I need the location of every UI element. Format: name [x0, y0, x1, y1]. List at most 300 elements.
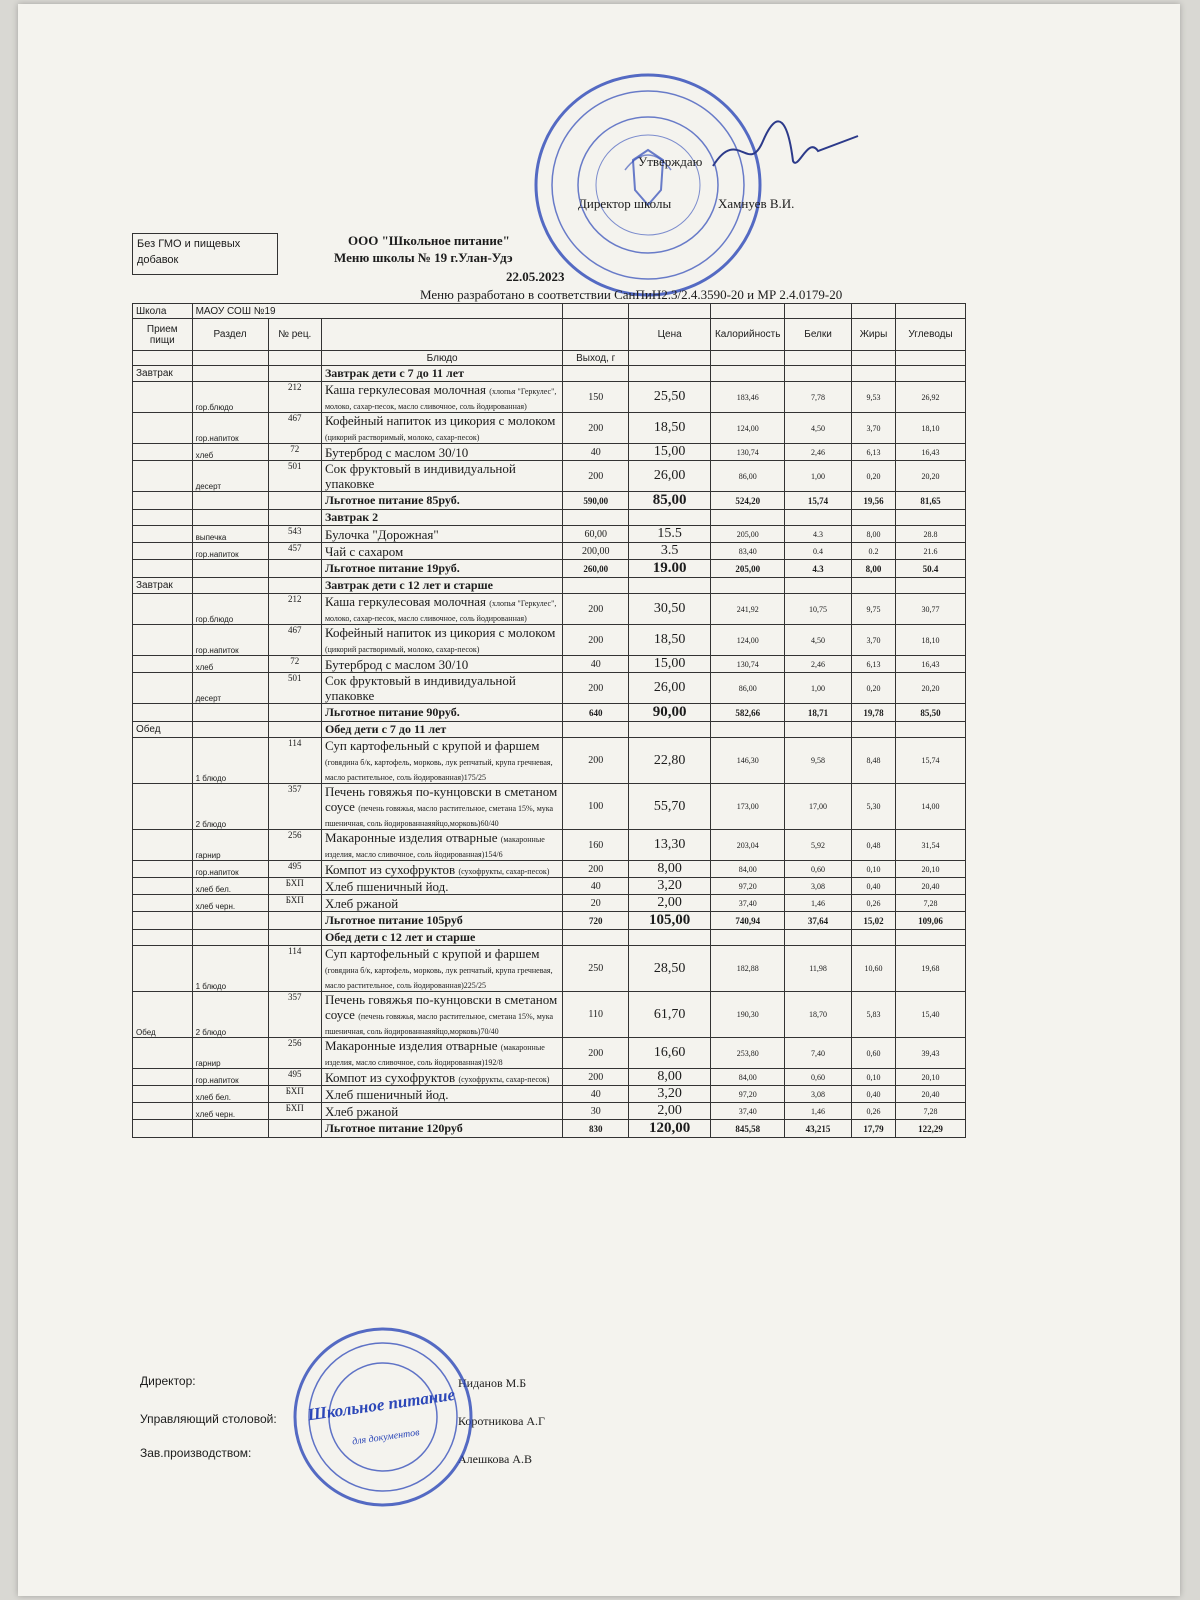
fats-cell: 3,70	[851, 625, 895, 656]
calories-cell: 86,00	[711, 673, 785, 704]
carbs-cell: 20,20	[896, 461, 966, 492]
menu-item-row	[133, 444, 966, 461]
price-cell: 8,00	[629, 861, 711, 878]
recipe-cell: 357	[268, 784, 321, 830]
section-row	[133, 578, 966, 594]
menu-item-row	[133, 625, 966, 656]
dish-cell	[321, 830, 562, 861]
price-cell: 28,50	[629, 946, 711, 992]
dish-cell	[321, 784, 562, 830]
total-title: Льготное питание 105руб	[321, 912, 562, 930]
dish-name: Бутерброд с маслом 30/10	[324, 444, 469, 460]
carbs-cell: 15,74	[896, 738, 966, 784]
fats-cell: 0,60	[851, 1038, 895, 1069]
dish-name: Бутерброд с маслом 30/10	[324, 656, 469, 672]
yield-cell: 200,00	[563, 543, 629, 560]
meal-cell	[133, 930, 193, 946]
total-yield: 720	[563, 912, 629, 930]
meal-cell	[133, 673, 193, 704]
price-cell: 3,20	[629, 878, 711, 895]
meal-cell	[133, 1038, 193, 1069]
fats-cell: 3,70	[851, 413, 895, 444]
carbs-cell: 14,00	[896, 784, 966, 830]
company-stamp	[288, 1322, 478, 1517]
section-cell: гор.напиток	[192, 625, 268, 656]
dish-name: Макаронные изделия отварные	[324, 1038, 498, 1053]
section-cell: гор.блюдо	[192, 382, 268, 413]
header-recipe: № рец.	[268, 319, 321, 351]
dish-ingredients: (говядина б/к, картофель, морковь, лук репчатый, крупа гречневая, масло растительное, соль йодированная)175/25	[324, 758, 553, 782]
fats-cell: 10,60	[851, 946, 895, 992]
meal-cell	[133, 444, 193, 461]
dish-ingredients: (хлопья "Геркулес", молоко, сахар-песок, масло сливочное, соль йодированная)	[324, 387, 557, 411]
yield-cell: 200	[563, 1069, 629, 1086]
gmo-note: Без ГМО и пищевых добавок	[132, 233, 278, 275]
fats-cell: 0,10	[851, 861, 895, 878]
calories-cell: 130,74	[711, 656, 785, 673]
fats-cell: 6,13	[851, 656, 895, 673]
meal-cell	[133, 895, 193, 912]
section-title: Завтрак дети с 7 до 11 лет	[321, 366, 562, 382]
dish-cell	[321, 1086, 562, 1103]
dish-cell	[321, 673, 562, 704]
menu-item-row	[133, 461, 966, 492]
yield-cell: 100	[563, 784, 629, 830]
proteins-cell: 2,46	[785, 444, 852, 461]
meal-cell	[133, 625, 193, 656]
approval-label: Утверждаю	[638, 154, 703, 169]
menu-item-row	[133, 382, 966, 413]
yield-cell: 200	[563, 461, 629, 492]
proteins-cell: 18,70	[785, 992, 852, 1038]
dish-cell	[321, 543, 562, 560]
total-row	[133, 1120, 966, 1138]
price-cell: 26,00	[629, 461, 711, 492]
yield-cell: 200	[563, 594, 629, 625]
section-row	[133, 722, 966, 738]
dish-ingredients: (печень говяжья, масло растительное, сметана 15%, мука пшеничная, соль йодированнаяяйцо,морковь)60/40	[324, 804, 554, 828]
recipe-cell: 256	[268, 830, 321, 861]
fats-cell: 5,30	[851, 784, 895, 830]
proteins-cell: 1,00	[785, 461, 852, 492]
carbs-cell: 20,40	[896, 878, 966, 895]
section-cell: 1 блюдо	[192, 946, 268, 992]
total-calories: 205,00	[711, 560, 785, 578]
header-fats: Жиры	[851, 319, 895, 351]
meal-cell	[133, 1069, 193, 1086]
carbs-cell: 31,54	[896, 830, 966, 861]
proteins-cell: 0,60	[785, 1069, 852, 1086]
meal-cell	[133, 861, 193, 878]
menu-table	[132, 303, 966, 1138]
recipe-cell: 501	[268, 461, 321, 492]
calories-cell: 84,00	[711, 1069, 785, 1086]
section-cell: выпечка	[192, 526, 268, 543]
price-cell: 30,50	[629, 594, 711, 625]
price-cell: 55,70	[629, 784, 711, 830]
total-yield: 640	[563, 704, 629, 722]
menu-item-row	[133, 656, 966, 673]
price-cell: 15.5	[629, 526, 711, 543]
meal-cell	[133, 510, 193, 526]
dish-name: Булочка "Дорожная"	[324, 526, 439, 542]
dish-name: Сок фруктовый в индивидуальной упаковке	[324, 461, 516, 491]
carbs-cell: 15,40	[896, 992, 966, 1038]
calories-cell: 37,40	[711, 895, 785, 912]
yield-cell: 40	[563, 444, 629, 461]
price-cell: 18,50	[629, 413, 711, 444]
recipe-cell: 72	[268, 444, 321, 461]
total-proteins: 18,71	[785, 704, 852, 722]
menu-item-row	[133, 1086, 966, 1103]
proteins-cell: 4,50	[785, 413, 852, 444]
recipe-cell: 212	[268, 594, 321, 625]
meal-cell	[133, 461, 193, 492]
approval-position: Директор школы	[578, 196, 672, 211]
fats-cell: 0,20	[851, 461, 895, 492]
recipe-cell: БХП	[268, 878, 321, 895]
dish-name: Печень говяжья по-кунцовски в сметаном соусе	[324, 784, 558, 814]
yield-cell: 30	[563, 1103, 629, 1120]
total-row	[133, 560, 966, 578]
calories-cell: 182,88	[711, 946, 785, 992]
recipe-cell: БХП	[268, 1103, 321, 1120]
section-cell: десерт	[192, 673, 268, 704]
dish-cell	[321, 1038, 562, 1069]
price-cell: 15,00	[629, 656, 711, 673]
total-carbs: 50.4	[896, 560, 966, 578]
recipe-cell: БХП	[268, 1086, 321, 1103]
carbs-cell: 18,10	[896, 625, 966, 656]
header-dish: Блюдо	[321, 351, 562, 366]
signature-role-director: Директор:	[140, 1374, 196, 1388]
price-cell: 61,70	[629, 992, 711, 1038]
meal-cell	[133, 382, 193, 413]
header-carbs: Углеводы	[896, 319, 966, 351]
calories-cell: 124,00	[711, 625, 785, 656]
price-cell: 22,80	[629, 738, 711, 784]
recipe-cell: 457	[268, 543, 321, 560]
recipe-cell: БХП	[268, 895, 321, 912]
calories-cell: 97,20	[711, 878, 785, 895]
total-fats: 17,79	[851, 1120, 895, 1138]
carbs-cell: 28.8	[896, 526, 966, 543]
menu-item-row	[133, 895, 966, 912]
dish-name: Печень говяжья по-кунцовски в сметаном соусе	[324, 992, 558, 1022]
header-meal: Прием пищи	[133, 319, 193, 351]
total-carbs: 109,06	[896, 912, 966, 930]
school-row	[133, 304, 966, 319]
fats-cell: 5,83	[851, 992, 895, 1038]
menu-item-row	[133, 526, 966, 543]
menu-item-row	[133, 413, 966, 444]
header-proteins: Белки	[785, 319, 852, 351]
fats-cell: 0,48	[851, 830, 895, 861]
dish-cell	[321, 1069, 562, 1086]
carbs-cell: 20,40	[896, 1086, 966, 1103]
total-price: 105,00	[629, 912, 711, 930]
yield-cell: 20	[563, 895, 629, 912]
menu-title: Меню школы № 19 г.Улан-Удэ	[334, 250, 513, 265]
proteins-cell: 7,40	[785, 1038, 852, 1069]
yield-cell: 110	[563, 992, 629, 1038]
dish-cell	[321, 878, 562, 895]
menu-item-row	[133, 673, 966, 704]
calories-cell: 146,30	[711, 738, 785, 784]
total-carbs: 81,65	[896, 492, 966, 510]
yield-cell: 200	[563, 673, 629, 704]
calories-cell: 190,30	[711, 992, 785, 1038]
carbs-cell: 21.6	[896, 543, 966, 560]
school-value: МАОУ СОШ №19	[192, 304, 563, 319]
section-title: Обед дети с 7 до 11 лет	[321, 722, 562, 738]
calories-cell: 37,40	[711, 1103, 785, 1120]
calories-cell: 205,00	[711, 526, 785, 543]
dish-name: Сок фруктовый в индивидуальной упаковке	[324, 673, 516, 703]
dish-cell	[321, 413, 562, 444]
meal-cell	[133, 543, 193, 560]
total-fats: 8,00	[851, 560, 895, 578]
yield-cell: 200	[563, 738, 629, 784]
section-cell: хлеб бел.	[192, 1086, 268, 1103]
dish-name: Кофейный напиток из цикория с молоком	[324, 413, 556, 428]
proteins-cell: 0.4	[785, 543, 852, 560]
fats-cell: 8,48	[851, 738, 895, 784]
carbs-cell: 26,92	[896, 382, 966, 413]
total-title: Льготное питание 120руб	[321, 1120, 562, 1138]
section-cell: хлеб бел.	[192, 878, 268, 895]
section-cell: гор.напиток	[192, 413, 268, 444]
menu-item-row	[133, 861, 966, 878]
fats-cell: 0,10	[851, 1069, 895, 1086]
section-cell: 2 блюдо	[192, 992, 268, 1038]
proteins-cell: 1,46	[785, 1103, 852, 1120]
proteins-cell: 1,00	[785, 673, 852, 704]
section-cell: 2 блюдо	[192, 784, 268, 830]
director-signature	[708, 116, 868, 191]
recipe-cell: 212	[268, 382, 321, 413]
total-proteins: 15,74	[785, 492, 852, 510]
signature-name-director: Ниданов М.Б	[458, 1376, 527, 1390]
yield-cell: 200	[563, 861, 629, 878]
section-title: Завтрак дети с 12 лет и старше	[321, 578, 562, 594]
price-cell: 3.5	[629, 543, 711, 560]
dish-cell	[321, 382, 562, 413]
menu-item-row	[133, 878, 966, 895]
section-cell: гор.напиток	[192, 1069, 268, 1086]
section-cell: гор.блюдо	[192, 594, 268, 625]
price-cell: 15,00	[629, 444, 711, 461]
total-fats: 19,56	[851, 492, 895, 510]
dish-cell	[321, 895, 562, 912]
dish-name: Каша геркулесовая молочная	[324, 382, 487, 397]
carbs-cell: 18,10	[896, 413, 966, 444]
total-price: 90,00	[629, 704, 711, 722]
menu-item-row	[133, 543, 966, 560]
recipe-cell: 501	[268, 673, 321, 704]
menu-item-row	[133, 1103, 966, 1120]
recipe-cell: 114	[268, 738, 321, 784]
section-cell: гарнир	[192, 1038, 268, 1069]
header-section: Раздел	[192, 319, 268, 351]
fats-cell: 9,53	[851, 382, 895, 413]
calories-cell: 84,00	[711, 861, 785, 878]
proteins-cell: 11,98	[785, 946, 852, 992]
dish-ingredients: (сухофрукты, сахар-песок)	[458, 866, 550, 876]
meal-cell	[133, 946, 193, 992]
proteins-cell: 4,50	[785, 625, 852, 656]
recipe-cell: 256	[268, 1038, 321, 1069]
yield-cell: 40	[563, 878, 629, 895]
calories-cell: 183,46	[711, 382, 785, 413]
carbs-cell: 30,77	[896, 594, 966, 625]
total-yield: 590,00	[563, 492, 629, 510]
meal-cell	[133, 526, 193, 543]
proteins-cell: 0,60	[785, 861, 852, 878]
meal-cell	[133, 784, 193, 830]
proteins-cell: 3,08	[785, 878, 852, 895]
price-cell: 3,20	[629, 1086, 711, 1103]
carbs-cell: 19,68	[896, 946, 966, 992]
dish-cell	[321, 625, 562, 656]
meal-cell	[133, 656, 193, 673]
recipe-cell: 467	[268, 413, 321, 444]
stamp-sub-text: для документов	[351, 1427, 421, 1448]
total-calories: 524,20	[711, 492, 785, 510]
total-title: Льготное питание 90руб.	[321, 704, 562, 722]
meal-cell	[133, 738, 193, 784]
fats-cell: 0,40	[851, 878, 895, 895]
section-row	[133, 366, 966, 382]
dish-ingredients: (макаронные изделия, масло сливочное, соль йодированная)154/6	[324, 835, 545, 859]
regulation-note: Меню разработано в соответствии СанПиН2.3/2.4.3590-20 и МР 2.4.0179-20	[420, 287, 843, 302]
section-title: Завтрак 2	[321, 510, 562, 526]
total-title: Льготное питание 19руб.	[321, 560, 562, 578]
dish-cell	[321, 738, 562, 784]
dish-ingredients: (макаронные изделия, масло сливочное, соль йодированная)192/8	[324, 1043, 545, 1067]
recipe-cell: 495	[268, 861, 321, 878]
section-cell: гарнир	[192, 830, 268, 861]
dish-cell	[321, 992, 562, 1038]
dish-name: Хлеб ржаной	[324, 895, 399, 911]
header-row	[133, 319, 966, 351]
meal-cell	[133, 413, 193, 444]
dish-name: Хлеб ржаной	[324, 1103, 399, 1119]
total-calories: 845,58	[711, 1120, 785, 1138]
total-fats: 19,78	[851, 704, 895, 722]
stamp-center-text: Школьное питание	[306, 1384, 457, 1425]
signature-role-manager: Управляющий столовой:	[140, 1412, 277, 1426]
meal-cell: Обед	[133, 722, 193, 738]
total-proteins: 4.3	[785, 560, 852, 578]
dish-ingredients: (хлопья "Геркулес", молоко, сахар-песок, масло сливочное, соль йодированная)	[324, 599, 557, 623]
dish-name: Чай с сахаром	[324, 543, 404, 559]
menu-item-row	[133, 1069, 966, 1086]
calories-cell: 241,92	[711, 594, 785, 625]
recipe-cell: 72	[268, 656, 321, 673]
price-cell: 26,00	[629, 673, 711, 704]
dish-cell	[321, 861, 562, 878]
menu-item-row	[133, 830, 966, 861]
fats-cell: 0,20	[851, 673, 895, 704]
yield-cell: 40	[563, 1086, 629, 1103]
recipe-cell: 467	[268, 625, 321, 656]
dish-name: Макаронные изделия отварные	[324, 830, 498, 845]
price-cell: 2,00	[629, 895, 711, 912]
menu-item-row	[133, 738, 966, 784]
dish-name: Компот из сухофруктов	[324, 1069, 456, 1085]
section-cell: десерт	[192, 461, 268, 492]
header-row-2	[133, 351, 966, 366]
menu-item-row	[133, 1038, 966, 1069]
school-label: Школа	[133, 304, 193, 319]
proteins-cell: 1,46	[785, 895, 852, 912]
total-yield: 830	[563, 1120, 629, 1138]
header-calories: Калорийность	[711, 319, 785, 351]
dish-name: Кофейный напиток из цикория с молоком	[324, 625, 556, 640]
proteins-cell: 2,46	[785, 656, 852, 673]
fats-cell: 8,00	[851, 526, 895, 543]
dish-cell	[321, 946, 562, 992]
carbs-cell: 7,28	[896, 895, 966, 912]
proteins-cell: 17,00	[785, 784, 852, 830]
meal-cell	[133, 1103, 193, 1120]
dish-ingredients: (говядина б/к, картофель, морковь, лук репчатый, крупа гречневая, масло растительное, соль йодированная)225/25	[324, 966, 553, 990]
yield-cell: 60,00	[563, 526, 629, 543]
calories-cell: 86,00	[711, 461, 785, 492]
yield-cell: 40	[563, 656, 629, 673]
fats-cell: 9,75	[851, 594, 895, 625]
total-carbs: 122,29	[896, 1120, 966, 1138]
menu-item-row	[133, 992, 966, 1038]
carbs-cell: 20,10	[896, 861, 966, 878]
total-proteins: 43,215	[785, 1120, 852, 1138]
dish-cell	[321, 656, 562, 673]
dish-name: Каша геркулесовая молочная	[324, 594, 487, 609]
section-cell: хлеб	[192, 656, 268, 673]
total-carbs: 85,50	[896, 704, 966, 722]
dish-cell	[321, 461, 562, 492]
carbs-cell: 16,43	[896, 656, 966, 673]
meal-cell	[133, 594, 193, 625]
calories-cell: 253,80	[711, 1038, 785, 1069]
menu-item-row	[133, 594, 966, 625]
total-calories: 740,94	[711, 912, 785, 930]
calories-cell: 203,04	[711, 830, 785, 861]
fats-cell: 6,13	[851, 444, 895, 461]
menu-item-row	[133, 946, 966, 992]
section-title: Обед дети с 12 лет и старше	[321, 930, 562, 946]
carbs-cell: 20,10	[896, 1069, 966, 1086]
meal-cell	[133, 830, 193, 861]
section-row	[133, 930, 966, 946]
proteins-cell: 7,78	[785, 382, 852, 413]
price-cell: 2,00	[629, 1103, 711, 1120]
fats-cell: 0,26	[851, 1103, 895, 1120]
calories-cell: 173,00	[711, 784, 785, 830]
calories-cell: 97,20	[711, 1086, 785, 1103]
total-proteins: 37,64	[785, 912, 852, 930]
dish-cell	[321, 526, 562, 543]
dish-name: Компот из сухофруктов	[324, 861, 456, 877]
total-title: Льготное питание 85руб.	[321, 492, 562, 510]
calories-cell: 130,74	[711, 444, 785, 461]
carbs-cell: 7,28	[896, 1103, 966, 1120]
dish-ingredients: (цикорий растворимый, молоко, сахар-песок)	[324, 645, 480, 654]
dish-name: Хлеб пшеничный йод.	[324, 1086, 449, 1102]
meal-cell	[133, 1086, 193, 1103]
proteins-cell: 5,92	[785, 830, 852, 861]
